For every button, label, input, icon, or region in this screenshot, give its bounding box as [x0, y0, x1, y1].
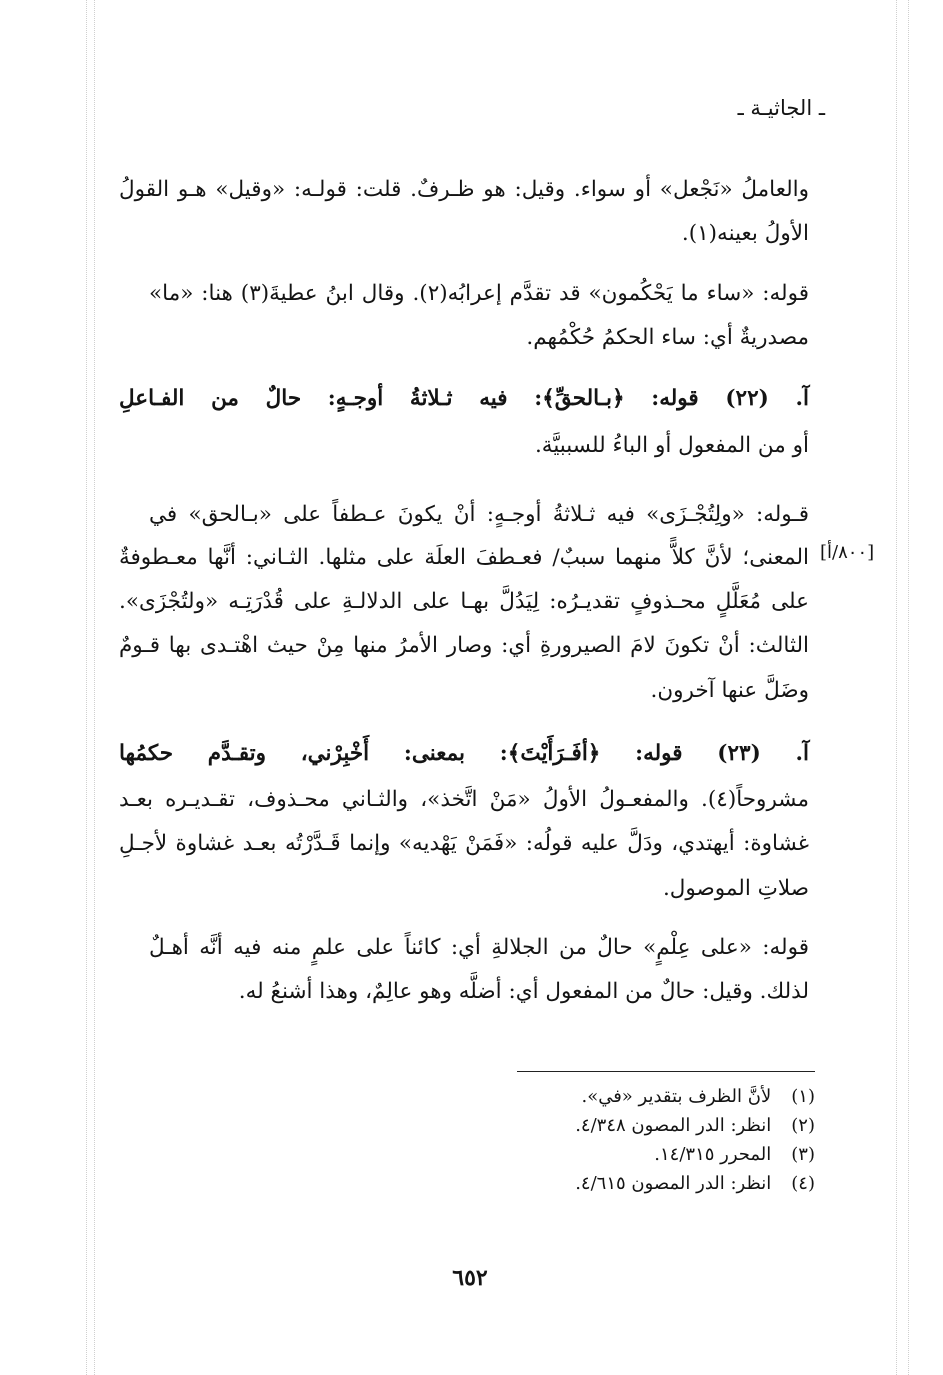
text-line: غشاوة: أيهتدي، ودَلَّ عليه قولُه: «فَمَنْ يَهْديه» وإنما قَـدَّرْتُه بعـد غشاوة لأجـلِ [119, 831, 809, 856]
text-line: أو من المفعول أو الباءُ للسببيَّة. [534, 433, 809, 458]
footnote-number: (١) [791, 1086, 815, 1107]
text-line: على مُعَلَّلٍ محـذوفٍ تقديـرُه: لِيَدُلَّ بهـا على الدلالـةِ على قُدْرَتِـه «ولتُجْزَى». [119, 589, 809, 614]
footnote-item [395, 1169, 815, 1198]
footnote-number: (٢) [791, 1115, 815, 1136]
text-line: قـوله: «ولِتُجْـزَى» فيه ثـلاثةُ أوجـهٍ: أنْ يكونَ عـطفاً على «بـالحق» في [149, 502, 809, 527]
running-head: ـ الجاثيـة ـ [737, 96, 825, 120]
footnote-text: انظر: الدر المصون ٤/٦١٥. [575, 1173, 772, 1194]
footnote-text: المحرر ١٤/٣١٥. [654, 1144, 772, 1165]
text-line: لذلك. وقيل: حالٌ من المفعول أي: أضلَّه وهو عالِمٌ، وهذا أشنعُ له. [238, 979, 809, 1004]
text-line: والعاملُ «نَجْعل» أو سواء. وقيل: هو ظـرفٌ. قلت: قولـه: «وقيل» هـو القولُ [119, 177, 809, 202]
text-line: مشروحاً(٤). والمفعـولُ الأولُ «مَنْ اتَّخذ»، والثـاني محـذوف، تقـديـره بعـد [119, 787, 809, 812]
footnotes [395, 1082, 815, 1198]
text-line: المعنى؛ لأنَّ كلاًّ منهما سببٌ/ فعـطفَ العلَة على مثلها. الثـاني: أنَّها معـطوفةٌ [119, 545, 809, 570]
footnote-text: لأنَّ الظرف بتقدير «في». [581, 1086, 772, 1107]
text-line: قوله: «ساء ما يَحْكُمون» قد تقدَّم إعرابُه(٢). وقال ابنُ عطيةَ(٣) هنا: «ما» [149, 281, 809, 306]
text-line: الأولُ بعينه(١). [681, 221, 809, 246]
page-number: ٦٥٢ [452, 1265, 488, 1291]
text-line: مصدريةٌ أي: ساء الحكمُ حُكْمُهم. [526, 325, 809, 350]
manuscript-folio-marker: [٨٠٠/أ] [820, 542, 875, 563]
footnote-text: انظر: الدر المصون ٤/٣٤٨. [575, 1115, 772, 1136]
text-line: وضَلَّ عنها آخرون. [650, 678, 809, 703]
footnote-item [395, 1140, 815, 1169]
footnote-separator [517, 1071, 815, 1072]
footnote-number: (٤) [791, 1173, 815, 1194]
text-line: قوله: «على عِلْمٍ» حالٌ من الجلالةِ أي: كائناً على علمٍ منه فيه أنَّه أهـلٌ [149, 935, 809, 960]
verse-heading-line: آ. (٢٢) قوله: ﴿بـالحقِّ﴾: فيه ثـلاثةُ أوجـهٍ: حالٌ من الفـاعلِ [119, 386, 809, 411]
footnote-item [395, 1082, 815, 1111]
text-line: صلاتِ الموصول. [662, 876, 809, 901]
verse-heading-line: آ. (٢٣) قوله: ﴿أفَـرَأَيْتَ﴾: بمعنى: أَخْبِرْني، وتقـدَّم حكمُها [119, 741, 809, 766]
footnote-number: (٣) [791, 1144, 815, 1165]
text-line: الثالث: أنْ تكونَ لامَ الصيرورةِ أي: وصار الأمرُ منها مِنْ حيث اهْتـدى بها قـومٌ [119, 633, 809, 658]
footnote-item [395, 1111, 815, 1140]
